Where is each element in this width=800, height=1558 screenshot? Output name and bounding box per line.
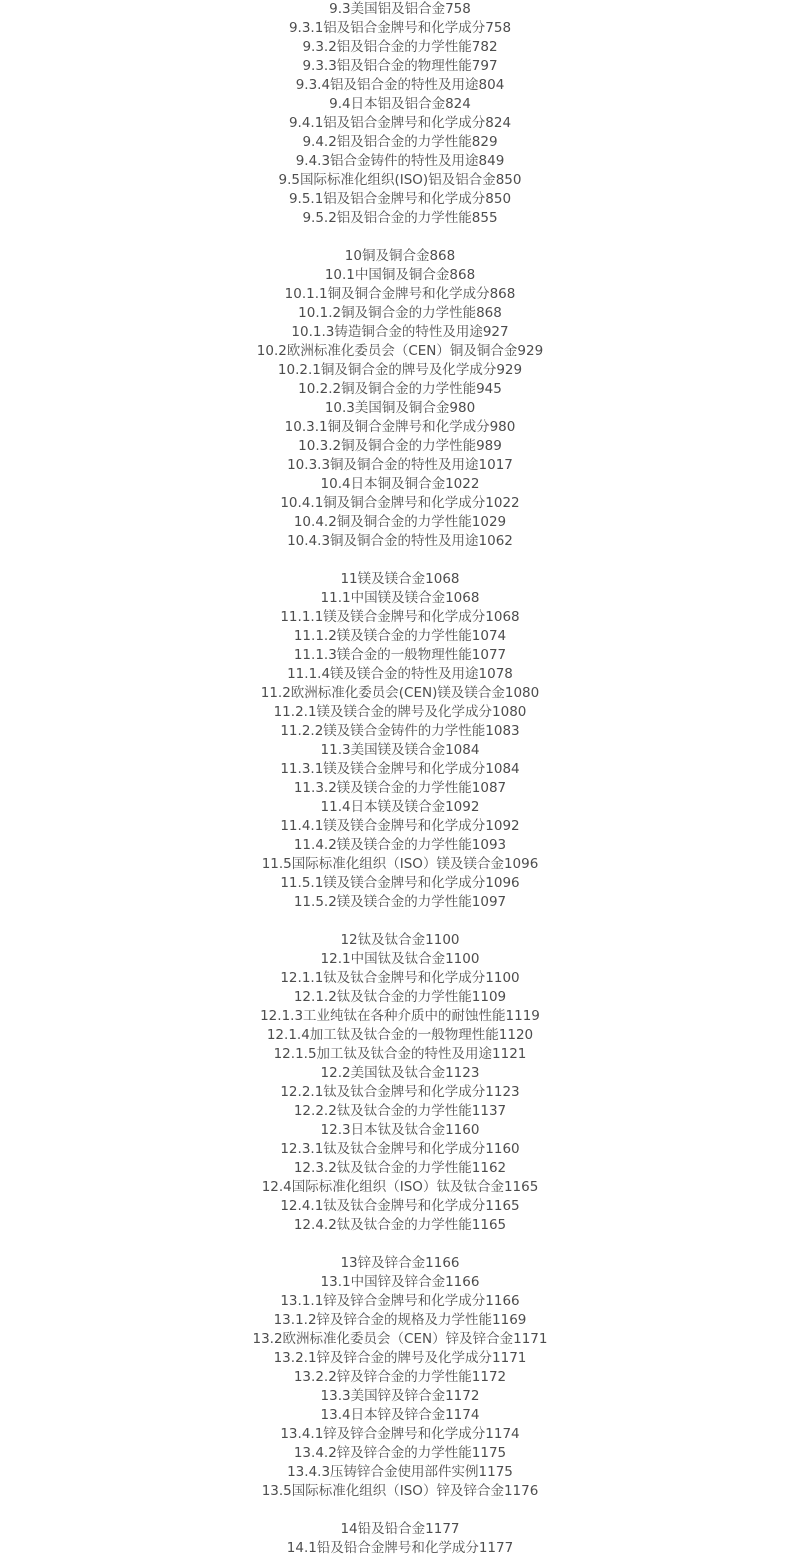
toc-entry: 10.3.2铜及铜合金的力学性能989 xyxy=(298,438,502,454)
toc-entry: 12.1.4加工钛及钛合金的一般物理性能1120 xyxy=(266,1027,534,1043)
toc-entry: 10.4日本铜及铜合金1022 xyxy=(320,476,480,492)
toc-entry: 11.2.1镁及镁合金的牌号及化学成分1080 xyxy=(273,704,527,720)
toc-entry: 13.1中国锌及锌合金1166 xyxy=(320,1274,480,1290)
toc-entry: 11.2欧洲标准化委员会(CEN)镁及镁合金1080 xyxy=(260,685,540,701)
toc-entry: 13.2.2锌及锌合金的力学性能1172 xyxy=(293,1369,507,1385)
toc-entry: 13.4.2锌及锌合金的力学性能1175 xyxy=(293,1445,507,1461)
toc-section xyxy=(0,247,800,551)
toc-entry: 13.4.1锌及锌合金牌号和化学成分1174 xyxy=(280,1426,520,1442)
toc-entry: 12.4.1钛及钛合金牌号和化学成分1165 xyxy=(280,1198,520,1214)
toc-entry: 13.3美国锌及锌合金1172 xyxy=(320,1388,480,1404)
toc-entry: 11.1.2镁及镁合金的力学性能1074 xyxy=(293,628,507,644)
toc-entry: 11.4日本镁及镁合金1092 xyxy=(320,799,480,815)
toc-entry: 9.5.2铝及铝合金的力学性能855 xyxy=(302,210,498,226)
toc-entry: 11.1中国镁及镁合金1068 xyxy=(320,590,480,606)
toc-chapter-heading: 13锌及锌合金1166 xyxy=(340,1255,460,1271)
toc-entry: 11.1.4镁及镁合金的特性及用途1078 xyxy=(287,666,513,682)
toc-entry: 9.4日本铝及铝合金824 xyxy=(329,96,471,112)
toc-entry: 10.1中国铜及铜合金868 xyxy=(324,267,476,283)
toc-entry: 11.5.1镁及镁合金牌号和化学成分1096 xyxy=(280,875,520,891)
toc-entry: 11.3.1镁及镁合金牌号和化学成分1084 xyxy=(280,761,520,777)
toc-entry: 9.5国际标准化组织(ISO)铝及铝合金850 xyxy=(278,172,522,188)
toc-entry: 12.2.1钛及钛合金牌号和化学成分1123 xyxy=(280,1084,520,1100)
toc-entry: 9.3.3铝及铝合金的物理性能797 xyxy=(302,58,498,74)
section-spacer xyxy=(0,912,800,931)
toc-chapter-heading: 10铜及铜合金868 xyxy=(344,248,456,264)
toc-entry: 11.5.2镁及镁合金的力学性能1097 xyxy=(293,894,507,910)
toc-entry: 11.1.3镁合金的一般物理性能1077 xyxy=(293,647,507,663)
toc-entry: 12.3.2钛及钛合金的力学性能1162 xyxy=(293,1160,507,1176)
toc-section xyxy=(0,1254,800,1501)
toc-entry: 13.2欧洲标准化委员会（CEN）锌及锌合金1171 xyxy=(252,1331,548,1347)
toc-entry: 9.4.3铝合金铸件的特性及用途849 xyxy=(295,153,505,169)
toc-entry: 11.1.1镁及镁合金牌号和化学成分1068 xyxy=(280,609,520,625)
toc-entry: 12.1.2钛及钛合金的力学性能1109 xyxy=(293,989,507,1005)
toc-entry: 13.2.1锌及锌合金的牌号及化学成分1171 xyxy=(273,1350,527,1366)
toc-entry: 13.1.1锌及锌合金牌号和化学成分1166 xyxy=(280,1293,520,1309)
toc-entry: 9.5.1铝及铝合金牌号和化学成分850 xyxy=(288,191,512,207)
toc-entry: 11.4.1镁及镁合金牌号和化学成分1092 xyxy=(280,818,520,834)
section-spacer xyxy=(0,1235,800,1254)
toc-entry: 9.3.4铝及铝合金的特性及用途804 xyxy=(295,77,505,93)
toc-entry: 10.4.1铜及铜合金牌号和化学成分1022 xyxy=(280,495,520,511)
toc-entry: 12.2美国钛及钛合金1123 xyxy=(320,1065,480,1081)
toc-entry: 10.2.2铜及铜合金的力学性能945 xyxy=(298,381,502,397)
toc-entry: 10.1.3铸造铜合金的特性及用途927 xyxy=(291,324,509,340)
toc-entry: 12.3.1钛及钛合金牌号和化学成分1160 xyxy=(280,1141,520,1157)
toc-entry: 12.1中国钛及钛合金1100 xyxy=(320,951,480,967)
toc-entry: 10.3.3铜及铜合金的特性及用途1017 xyxy=(287,457,513,473)
toc-entry: 10.2.1铜及铜合金的牌号及化学成分929 xyxy=(277,362,523,378)
section-spacer xyxy=(0,228,800,247)
toc-entry: 12.1.5加工钛及钛合金的特性及用途1121 xyxy=(273,1046,527,1062)
toc-entry: 13.5国际标准化组织（ISO）锌及锌合金1176 xyxy=(261,1483,539,1499)
toc-chapter-heading: 14铅及铅合金1177 xyxy=(340,1521,460,1537)
section-spacer xyxy=(0,1501,800,1520)
toc-section xyxy=(0,1520,800,1558)
toc-entry: 11.3.2镁及镁合金的力学性能1087 xyxy=(293,780,507,796)
toc-section xyxy=(0,0,800,228)
toc-entry: 11.5国际标准化组织（ISO）镁及镁合金1096 xyxy=(261,856,539,872)
toc-entry: 10.2欧洲标准化委员会（CEN）铜及铜合金929 xyxy=(256,343,544,359)
toc-entry: 11.2.2镁及镁合金铸件的力学性能1083 xyxy=(280,723,520,739)
toc-entry: 12.1.1钛及钛合金牌号和化学成分1100 xyxy=(280,970,520,986)
toc-chapter-heading: 11镁及镁合金1068 xyxy=(340,571,460,587)
toc-entry: 13.4.3压铸锌合金使用部件实例1175 xyxy=(287,1464,513,1480)
toc-section xyxy=(0,931,800,1235)
toc-entry: 12.1.3工业纯钛在各种介质中的耐蚀性能1119 xyxy=(260,1008,540,1024)
toc-section xyxy=(0,570,800,912)
toc-entry: 11.3美国镁及镁合金1084 xyxy=(320,742,480,758)
toc-entry: 9.3美国铝及铝合金758 xyxy=(329,1,471,17)
toc-entry: 9.4.1铝及铝合金牌号和化学成分824 xyxy=(288,115,512,131)
toc-entry: 11.4.2镁及镁合金的力学性能1093 xyxy=(293,837,507,853)
toc-entry: 10.1.1铜及铜合金牌号和化学成分868 xyxy=(284,286,516,302)
toc-entry: 14.1铅及铅合金牌号和化学成分1177 xyxy=(286,1540,514,1556)
section-spacer xyxy=(0,551,800,570)
toc-entry: 13.1.2锌及锌合金的规格及力学性能1169 xyxy=(273,1312,527,1328)
toc-entry: 13.4日本锌及锌合金1174 xyxy=(320,1407,480,1423)
toc-entry: 10.3美国铜及铜合金980 xyxy=(324,400,476,416)
toc-entry: 12.3日本钛及钛合金1160 xyxy=(320,1122,480,1138)
toc-entry: 9.3.2铝及铝合金的力学性能782 xyxy=(302,39,498,55)
toc-entry: 12.4国际标准化组织（ISO）钛及钛合金1165 xyxy=(261,1179,539,1195)
toc-entry: 10.3.1铜及铜合金牌号和化学成分980 xyxy=(284,419,516,435)
toc-entry: 10.4.2铜及铜合金的力学性能1029 xyxy=(293,514,507,530)
toc-entry: 12.4.2钛及钛合金的力学性能1165 xyxy=(293,1217,507,1233)
toc-entry: 12.2.2钛及钛合金的力学性能1137 xyxy=(293,1103,507,1119)
toc-entry: 9.3.1铝及铝合金牌号和化学成分758 xyxy=(288,20,512,36)
toc-entry: 9.4.2铝及铝合金的力学性能829 xyxy=(302,134,498,150)
toc-entry: 10.1.2铜及铜合金的力学性能868 xyxy=(298,305,502,321)
toc-entry: 10.4.3铜及铜合金的特性及用途1062 xyxy=(287,533,513,549)
toc-chapter-heading: 12钛及钛合金1100 xyxy=(340,932,460,948)
